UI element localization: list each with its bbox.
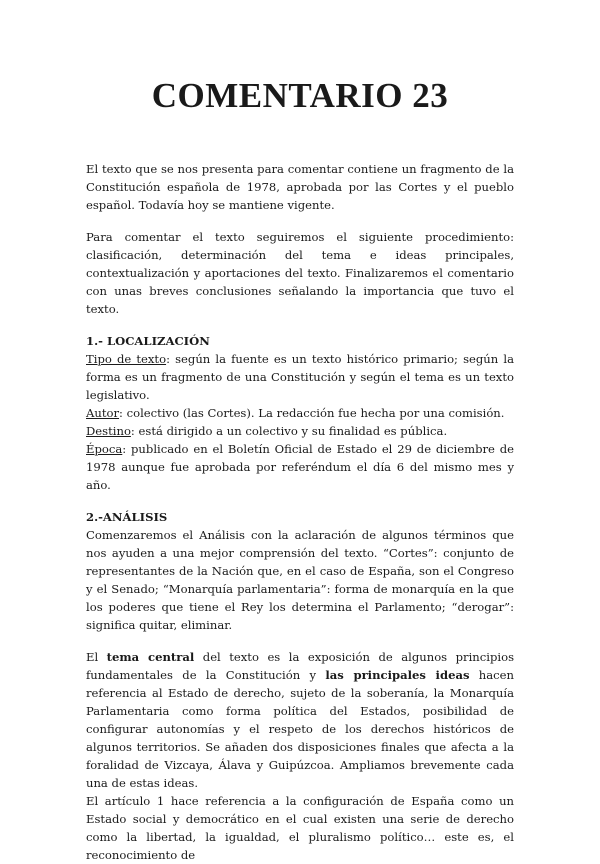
document-title: COMENTARIO 23 [151, 76, 449, 115]
autor-label: Autor [86, 406, 120, 420]
intro-paragraph-2: Para comentar el texto seguiremos el siguiente procedimiento: clasificación, determinación del tema e ideas principales, contextualización y aportaciones del texto. Finalizaremos el comentario con unas breves conclusiones señalando la importancia que tuvo el texto. [86, 230, 514, 316]
document-body [86, 160, 514, 864]
epoca-label: Época [86, 442, 123, 456]
tipo-label: Tipo de texto [86, 352, 167, 366]
destino-text: : está dirigido a un colectivo y su finalidad es pública. [130, 424, 448, 438]
p2-end: hacen referencia al Estado de derecho, sujeto de la soberanía, la Monarquía Parlamentaria como forma política del Estados, posibilidad de configurar autonomías y el respeto de los derechos históricos de algunos territorios. Se añaden dos disposiciones finales que afecta a la foralidad de Vizcaya, Álava y Guipúzcoa. Ampliamos brevemente cada una de estas ideas. [86, 668, 514, 790]
tipo-de-texto-line [86, 350, 514, 404]
epoca-text: : publicado en el Boletín Oficial de Estado el 29 de diciembre de 1978 aunque fue aprobada por referéndum el día 6 del mismo mes y año. [86, 442, 514, 492]
section-heading-analisis: 2.-ANÁLISIS [86, 510, 168, 524]
destino-label: Destino [86, 424, 131, 438]
analisis-paragraph-2 [86, 648, 514, 792]
tema-central-bold: tema central [106, 650, 195, 664]
analisis-paragraph-1: Comenzaremos el Análisis con la aclaración de algunos términos que nos ayuden a una mejor comprensión del texto. “Cortes”: conjunto de representantes de la Nación que, en el caso de España, son el Congreso y el Senado; “Monarquía parlamentaria”: forma de monarquía en la que los poderes que tiene el Rey los determina el Parlamento; “derogar”: significa quitar, eliminar. [86, 528, 514, 632]
destino-line [86, 422, 514, 440]
tipo-text: : según la fuente es un texto histórico primario; según la forma es un fragmento de una Constitución y según el tema es un texto legislativo. [86, 352, 514, 402]
section-heading-localizacion: 1.- LOCALIZACIÓN [86, 334, 210, 348]
intro-paragraph-1: El texto que se nos presenta para comentar contiene un fragmento de la Constitución española de 1978, aprobada por las Cortes y el pueblo español. Todavía hoy se mantiene vigente. [86, 162, 514, 212]
p2-start: El [86, 650, 107, 664]
principales-ideas-bold: las principales ideas [325, 668, 470, 682]
autor-text: : colectivo (las Cortes). La redacción fue hecha por una comisión. [119, 406, 505, 420]
p2-middle: del texto es la exposición de algunos principios fundamentales de la Constitución y [86, 650, 515, 682]
autor-line [86, 404, 514, 422]
analisis-paragraph-3: El artículo 1 hace referencia a la configuración de España como un Estado social y democrático en el cual existen una serie de derecho como la libertad, la igualdad, el pluralismo político… este es, el reconocimiento de [86, 794, 514, 862]
epoca-line [86, 440, 514, 494]
